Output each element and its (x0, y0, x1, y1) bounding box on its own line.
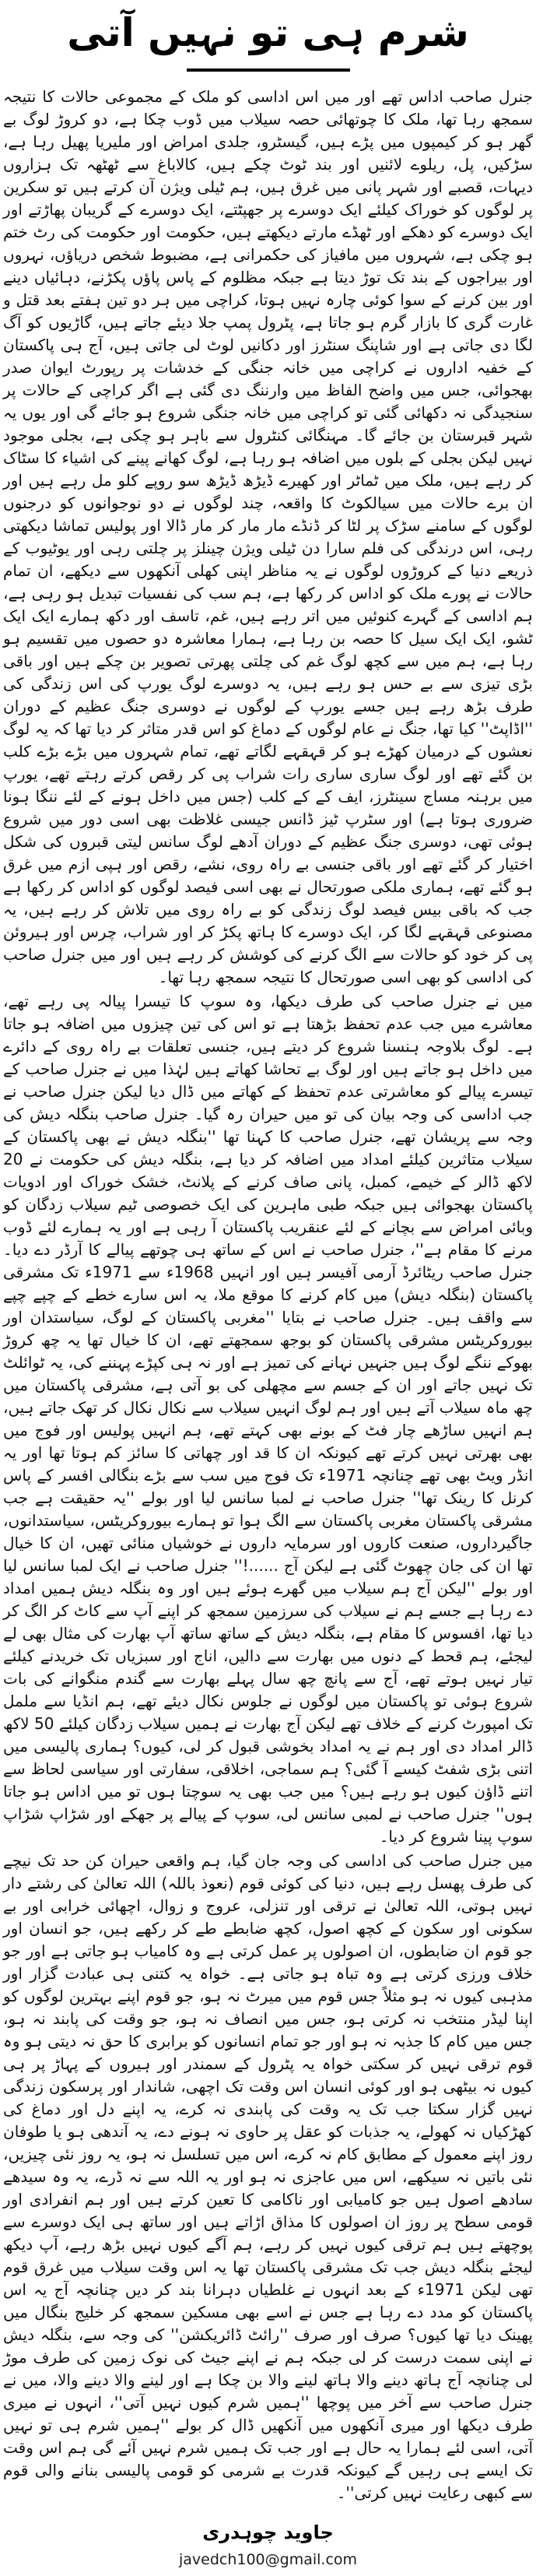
article-title: شرم ہی تو نہیں آتی (67, 10, 469, 55)
article-paragraph: میں جنرل صاحب کی اداسی کی وجہ جان گیا، ہم واقعی حیران کن حد تک نیچے کی طرف پھسل رہے ہیں، دنیا کی کوئی قوم (نعوذ باللہ) اللہ تعالیٰ کی رشتے دار نہیں ہوتی، اللہ تعالیٰ نے ترقی اور تنزلی، عروج و زوال، اچھائی خرابی اور بے سکونی اور سکون کے کچھ اصول، کچھ ضابطے طے کر رکھے ہیں، جو انسان اور جو قوم ان ضابطوں، ان اصولوں پر عمل کرتی ہے وہ کامیاب ہو جاتی ہے اور جو خلاف ورزی کرتی ہے وہ تباہ ہو جاتی ہے۔ خواہ یہ کتنی ہی عبادت گزار اور مذہبی کیوں نہ ہو مثلاً جس قوم میں میرٹ نہ ہو، جو قوم اپنے بہترین لوگوں کو اپنا لیڈر منتخب نہ کرتی ہو، جس میں انصاف نہ ہو، جو وقت کی پابند نہ ہو، جس میں کام کا جذبہ نہ ہو اور جو تمام انسانوں کو برابری کا حق نہ دیتی ہو وہ قوم ترقی نہیں کر سکتی خواہ یہ پٹرول کے سمندر اور ہیروں کے پہاڑ پر ہی کیوں نہ بیٹھی ہو اور کوئی انسان اس وقت تک اچھی، شاندار اور پرسکون زندگی نہیں گزار سکتا جب تک یہ وقت کی پابندی نہ کرے، یہ اپنے دل اور دماغ کی کھڑکیاں نہ کھولے، یہ جذبات کو عقل پر حاوی نہ ہونے دے، یہ آندھی ہو یا طوفان روز اپنے معمول کے مطابق کام نہ کرے، اس میں تسلسل نہ ہو، یہ روز نئی چیزیں، نئی باتیں نہ سیکھے، اس میں عاجزی نہ ہو اور یہ اللہ سے نہ ڈرے، یہ وہ سیدھے سادھے اصول ہیں جو کامیابی اور ناکامی کا تعین کرتے ہیں اور ہم انفرادی اور قومی سطح پر روز ان اصولوں کا مذاق اڑاتے ہیں اور ساتھ ہی ایک دوسرے سے پوچھتے ہیں ہم ترقی کیوں نہیں کر رہے، ہم آگے کیوں نہیں بڑھ رہے، آپ دیکھ لیجئے بنگلہ دیش جب تک مشرقی پاکستان تھا یہ اس وقت سیلاب میں غرق قوم تھی لیکن 1971ء کے بعد انہوں نے غلطیاں دہرانا بند کر دیں چنانچہ آج یہ اس پاکستان کو مدد دے رہا ہے جس نے اسے بھی مسکین سمجھ کر خلیج بنگال میں پھینک دیا تھا کیوں؟ صرف اور صرف ''رائٹ ڈائریکشن'' کی وجہ سے، بنگلہ دیش نے اپنی سمت درست کر لی جبکہ ہم نے اپنے جیٹ کی نوک زمین کی طرف موڑ لی چنانچہ آج ہاتھ دینے والا ہاتھ لینے والا بن چکا ہے اور لینے والا دینے والا، میں نے جنرل صاحب سے آخر میں پوچھا ''ہمیں شرم کیوں نہیں آتی''، انہوں نے میری طرف دیکھا اور میری آنکھوں میں آنکھیں ڈال کر بولے ''ہمیں شرم ہی تو نہیں آتی، اسی لئے ہمارا یہ حال ہے اور جب تک ہمیں شرم نہیں آئے گی ہم اس وقت تک ایسے ہی رہیں گے کیونکہ قدرت بے شرمی کو قومی پالیسی بنانے والی قوم سے کبھی رعایت نہیں کرتی''۔ (3, 1850, 533, 2502)
article-paragraph: میں نے جنرل صاحب کی طرف دیکھا، وہ سوپ کا تیسرا پیالہ پی رہے تھے، معاشرے میں جب عدم تحفظ بڑھتا ہے تو اس کی تین چیزوں میں اضافہ ہو جاتا ہے۔ لوگ بلاوجہ ہنسنا شروع کر دیتے ہیں، جنسی تعلقات بے راہ روی کے دائرے میں داخل ہو جاتے ہیں اور لوگ بے تحاشا کھاتے ہیں لہٰذا میں نے جنرل صاحب کے تیسرے پیالے کو معاشرتی عدم تحفظ کے کھاتے میں ڈال دیا لیکن جنرل صاحب نے جب اداسی کی وجہ بیان کی تو میں حیران رہ گیا۔ جنرل صاحب بنگلہ دیش کی وجہ سے پریشان تھے، جنرل صاحب کا کہنا تھا ''بنگلہ دیش نے بھی پاکستان کے سیلاب متاثرین کیلئے امداد میں اضافہ کر دیا ہے، بنگلہ دیش کی حکومت نے 20 لاکھ ڈالر کے خیمے، کمبل، پانی صاف کرنے کے پلانٹ، خشک خوراک اور ادویات پاکستان بھجوائی ہیں جبکہ طبی ماہرین کی ایک خصوصی ٹیم سیلاب زدگان کو وبائی امراض سے بچانے کے لئے عنقریب پاکستان آ رہی ہے اور یہ ہمارے لئے ڈوب مرنے کا مقام ہے''، جنرل صاحب نے اس کے ساتھ ہی چوتھے پیالے کا آرڈر دے دیا۔ جنرل صاحب ریٹائرڈ آرمی آفیسر ہیں اور انہیں 1968ء سے 1971ء تک مشرقی پاکستان (بنگلہ دیش) میں کام کرنے کا موقع ملا، یہ اس سارے خطے کے چپے چپے سے واقف ہیں۔ جنرل صاحب نے بتایا ''مغربی پاکستان کے لوگ، سیاستدان اور بیوروکریٹس مشرقی پاکستان کو بوجھ سمجھتے تھے، ان کا خیال تھا یہ چھ کروڑ بھوکے ننگے لوگ ہیں جنہیں نہانے کی تمیز ہے اور نہ ہی کپڑے پہننے کی، یہ ٹوائلٹ تک نہیں جاتے اور ان کے جسم سے مچھلی کی بو آتی ہے، مشرقی پاکستان میں چھ ماہ سیلاب آتے ہیں اور ہم لوگ انہیں سیلاب سے نکال نکال کر تھک جاتے ہیں، ہم انہیں ساڑھے چار فٹ کے بونے بھی کہتے تھے، ہم انہیں پولیس اور فوج میں بھی بھرتی نہیں کرتے تھے کیونکہ ان کا قد اور چھاتی کا سائز کم ہوتا تھا اور یہ انڈر ویٹ بھی تھے چنانچہ 1971ء تک فوج میں سب سے بڑے بنگالی افسر کے پاس کرنل کا رینک تھا'' جنرل صاحب نے لمبا سانس لیا اور بولے ''یہ حقیقت ہے جب مشرقی پاکستان مغربی پاکستان سے الگ ہوا تو ہمارے بیوروکریٹس، سیاستدانوں، جاگیرداروں، صنعت کاروں اور سرمایہ داروں نے خوشیاں منائی تھیں، ان کا خیال تھا ان کی جان چھوٹ گئی ہے لیکن آج ......!'' جنرل صاحب نے ایک لمبا سانس لیا اور بولے ''لیکن آج ہم سیلاب میں گھرے ہوئے ہیں اور وہ بنگلہ دیش ہمیں امداد دے رہا ہے جسے ہم نے سیلاب کی سرزمین سمجھ کر اپنے آپ سے کاٹ کر الگ کر دیا تھا، افسوس کا مقام ہے، بنگلہ دیش کے ساتھ ساتھ آپ بھارت کی مثال بھی لے لیجئے، ہم قحط کے دنوں میں بھارت سے دالیں، اناج اور سبزیاں تک خریدنے کیلئے تیار نہیں ہوتے تھے، آج سے پانچ چھ سال پہلے بھارت سے گندم منگوانے کی بات شروع ہوئی تو پاکستان میں لوگوں نے جلوس نکال دیئے تھے، ہم انڈیا سے ململ تک امپورٹ کرنے کے خلاف تھے لیکن آج بھارت نے ہمیں سیلاب زدگان کیلئے 50 لاکھ ڈالر امداد دی اور ہم نے یہ امداد بخوشی قبول کر لی، کیوں؟ ہماری پالیسی میں اتنی بڑی شفٹ کیسے آ گئی؟ ہم سماجی، اخلاقی، سفارتی اور سیاسی لحاظ سے اتنے ڈاؤن کیوں ہو رہے ہیں؟ میں جب بھی یہ سوچتا ہوں تو میں اداس ہو جاتا ہوں'' جنرل صاحب نے لمبی سانس لی، سوپ کے پیالے پر جھکے اور شڑاپ شڑاپ سوپ پینا شروع کر دیا۔ (3, 991, 534, 1846)
article-footer (3, 2522, 533, 2568)
article-body (3, 86, 533, 2504)
author-name: جاوید چوہدری (202, 2521, 334, 2543)
author-email: javedch100@gmail.com (178, 2550, 358, 2568)
article-header (3, 3, 533, 72)
title-underline (187, 69, 350, 72)
article-paragraph: جنرل صاحب اداس تھے اور میں اس اداسی کو ملک کے مجموعی حالات کا نتیجہ سمجھ رہا تھا، ملک کا چوتھائی حصہ سیلاب میں ڈوب چکا ہے، دو کروڑ لوگ بے گھر ہو کر کیمپوں میں پڑے ہیں، گیسٹرو، جلدی امراض اور ملیریا پھیل رہا ہے، سڑکیں، پل، ریلوے لائنیں اور بند ٹوٹ چکے ہیں، کالاباغ سے ٹھٹھہ تک ہزاروں دیہات، قصبے اور شہر پانی میں غرق ہیں، ہم ٹیلی ویژن آن کرتے ہیں تو سکرین پر لوگوں کو خوراک کیلئے ایک دوسرے پر جھپٹتے، ایک دوسرے کے گریبان پھاڑتے اور ایک دوسرے کو دھکے اور ٹھڈے مارتے دیکھتے ہیں، حکومت اور حکومت کی رٹ ختم ہو چکی ہے، شہروں میں مافیاز کی حکمرانی ہے، مضبوط شخص دریاؤں، نہروں اور بیراجوں کے بند تک توڑ دیتا ہے جبکہ مظلوم کے پاس پاؤں پکڑنے، دہائیاں دینے اور بین کرنے کے سوا کوئی چارہ نہیں ہوتا، کراچی میں ہر دو تین ہفتے بعد قتل و غارت گری کا بازار گرم ہو جاتا ہے، پٹرول پمپ جلا دیئے جاتے ہیں، گاڑیوں کو آگ لگا دی جاتی ہے اور شاپنگ سنٹرز اور دکانیں لوٹ لی جاتی ہیں، آج ہی پاکستان کے خفیہ اداروں نے کراچی میں خانہ جنگی کے خدشات پر رپورٹ ایوان صدر بھجوائی، جس میں واضح الفاظ میں وارننگ دی گئی ہے اگر کراچی کے حالات پر سنجیدگی نہ دکھائی گئی تو کراچی میں خانہ جنگی شروع ہو جائے گی اور یوں یہ شہر قبرستان بن جائے گا۔ مہنگائی کنٹرول سے باہر ہو چکی ہے، بجلی موجود نہیں لیکن بجلی کے بلوں میں اضافہ ہو رہا ہے، لوگ کھانے پینے کی اشیاء کا سٹاک کر رہے ہیں، ملک میں ٹماٹر اور کھیرے ڈیڑھ ڈیڑھ سو روپے کلو مل رہے ہیں اور ان برے حالات میں سیالکوٹ کا واقعہ، چند لوگوں نے دو نوجوانوں کو درجنوں لوگوں کے سامنے سڑک پر لٹا کر ڈنڈے مار مار کر مار ڈالا اور پولیس تماشا دیکھتی رہی، اس درندگی کی فلم سارا دن ٹیلی ویژن چینلز پر چلتی رہی اور یوٹیوب کے ذریعے دنیا کے کروڑوں لوگوں نے یہ مناظر اپنی کھلی آنکھوں سے دیکھے، ان تمام حالات نے پورے ملک کو اداس کر رکھا ہے، ہم سب کی نفسیات تبدیل ہو رہی ہے، ہم اداسی کے گہرے کنوئیں میں اتر رہے ہیں، غم، تاسف اور دکھ ہمارے ایک ایک ٹشو، ایک ایک سیل کا حصہ بن رہا ہے، ہمارا معاشرہ دو حصوں میں تقسیم ہو رہا ہے، ہم میں سے کچھ لوگ غم کی چلتی پھرتی تصویر بن چکے ہیں اور باقی بڑی تیزی سے بے حس ہو رہے ہیں، یہ دوسرے لوگ یورپ کی اس زندگی کی طرف بڑھ رہے ہیں جسے یورپ کے لوگوں نے دوسری جنگ عظیم کے دوران ''اڈاپٹ'' کیا تھا، جنگ نے عام لوگوں کے دماغ کو اس قدر متاثر کر دیا تھا کہ یہ لوگ نعشوں کے درمیان کھڑے ہو کر قہقہے لگاتے تھے، تمام شہروں میں بڑے بڑے کلب بن گئے تھے اور لوگ ساری ساری رات شراب پی کر رقص کرتے رہتے تھے، یورپ میں برہنہ مساج سینٹرز، ایف کے کے کلب (جس میں داخل ہونے کے لئے ننگا ہونا ضروری ہوتا ہے) اور سٹرپ ٹیز ڈانس جیسی غلاظت بھی اسی دور میں شروع ہوئی تھی، دوسری جنگ عظیم کے دوران آدھے لوگ سانس لیتی قبروں کی شکل اختیار کر گئے تھے اور باقی جنسی بے راہ روی، نشے، رقص اور ہپی ازم میں غرق ہو گئے تھے، ہماری ملکی صورتحال نے بھی اسی فیصد لوگوں کو اداس کر رکھا ہے جب کہ باقی بیس فیصد لوگ زندگی کو بے راہ روی میں تلاش کر رہے ہیں، یہ مصنوعی قہقہے لگا کر، ایک دوسرے کا ہاتھ پکڑ کر اور شراب، چرس اور ہیروئن پی کر خود کو حالات سے الگ کرنے کی کوشش کر رہے ہیں اور میں جنرل صاحب کی اداسی کو بھی اسی صورتحال کا نتیجہ سمجھ رہا تھا۔ (3, 86, 533, 986)
